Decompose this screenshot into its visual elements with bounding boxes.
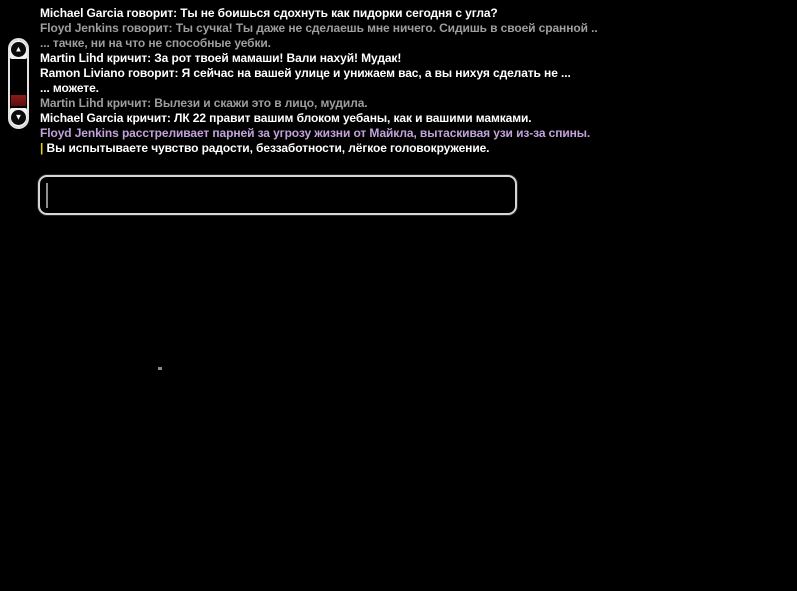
chat-segment: Вы испытываете чувство радости, беззаботности, лёгкое головокружение. xyxy=(46,141,490,155)
arrow-up-icon: ▲ xyxy=(14,44,23,53)
chat-line xyxy=(40,81,598,96)
chat-scrollbar[interactable] xyxy=(8,38,29,129)
chat-segment: Martin Lihd кричит: За рот твоей мамаши! Вали нахуй! Мудак! xyxy=(40,51,402,65)
chat-log xyxy=(40,6,598,156)
chat-segment: Michael Garcia говорит: Ты не боишься сдохнуть как пидорки сегодня с угла? xyxy=(40,6,498,20)
chat-segment: Michael Garcia кричит: ЛК 22 правит вашим блоком уебаны, как и вашими мамками. xyxy=(40,111,532,125)
chat-input[interactable] xyxy=(38,175,517,215)
chat-line xyxy=(40,6,598,21)
chat-line xyxy=(40,96,598,111)
chat-segment: Martin Lihd кричит: Вылези и скажи это в лицо, мудила. xyxy=(40,96,368,110)
scroll-down-button[interactable] xyxy=(10,108,27,127)
chat-segment: | xyxy=(40,141,47,155)
chat-line xyxy=(40,36,598,51)
chat-segment: ... можете. xyxy=(40,81,99,95)
chat-line xyxy=(40,141,598,156)
scroll-up-button[interactable] xyxy=(10,40,27,59)
chat-segment: Floyd Jenkins говорит: Ты сучка! Ты даже не сделаешь мне ничего. Сидишь в своей сранной .. xyxy=(40,21,598,35)
arrow-down-icon: ▼ xyxy=(14,112,23,121)
scroll-down-circle xyxy=(11,110,26,125)
chat-line xyxy=(40,21,598,36)
chat-line xyxy=(40,111,598,126)
chat-line xyxy=(40,66,598,81)
chat-segment: Floyd Jenkins расстреливает парней за угрозу жизни от Майкла, вытаскивая узи из-за спины. xyxy=(40,126,591,140)
text-caret-icon xyxy=(46,183,48,208)
chat-line xyxy=(40,126,598,141)
chat-line xyxy=(40,51,598,66)
chat-segment: ... тачке, ни на что не способные уебки. xyxy=(40,36,271,50)
small-dot xyxy=(158,367,162,370)
scroll-up-circle xyxy=(11,42,26,57)
scrollbar-thumb[interactable] xyxy=(11,95,26,106)
chat-segment: Ramon Liviano говорит: Я сейчас на вашей улице и унижаем вас, а вы нихуя сделать не ... xyxy=(40,66,571,80)
